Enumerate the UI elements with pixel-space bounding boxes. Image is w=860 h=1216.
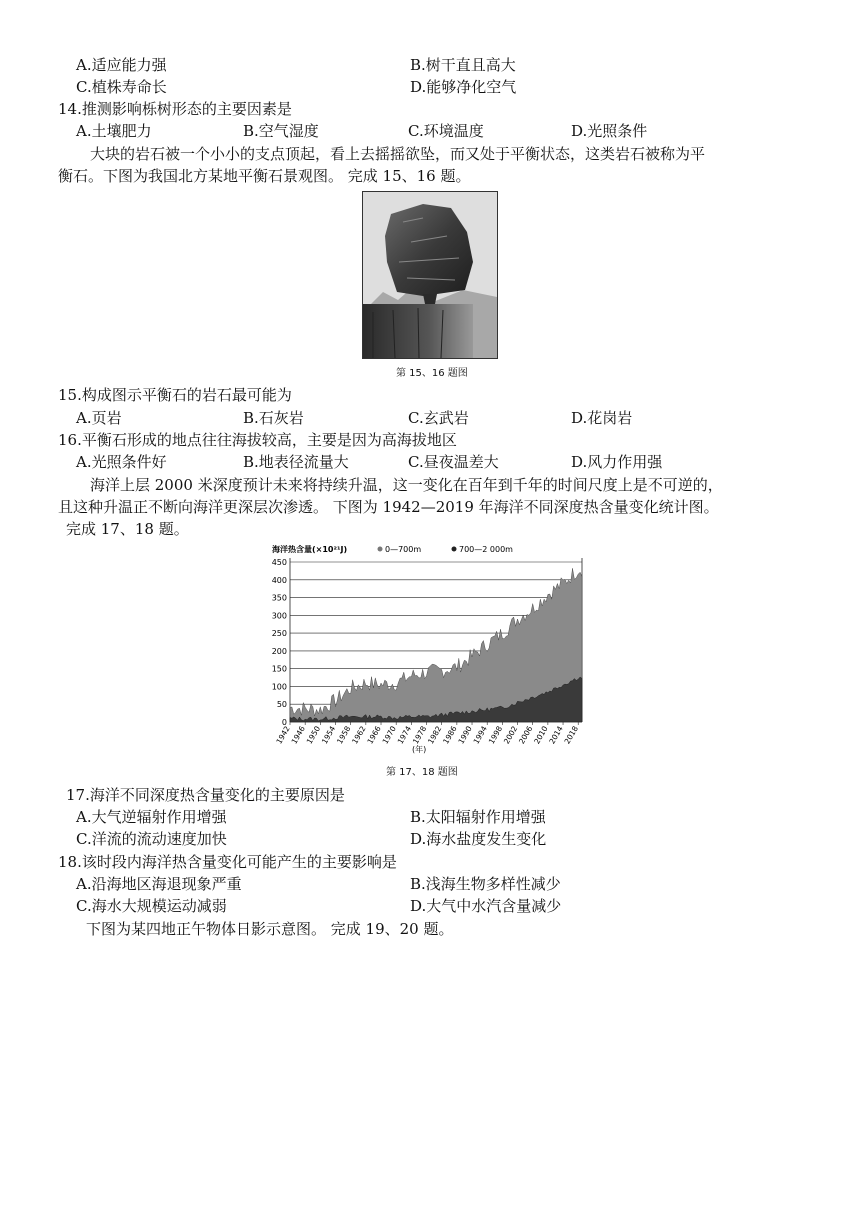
y-tick-label: 400	[271, 575, 287, 585]
option-a: A.沿海地区海退现象严重	[76, 875, 242, 893]
legend-label: 0—700m	[385, 545, 422, 554]
passage-line: 且这种升温正不断向海洋更深层次渗透。 下图为 1942—2019 年海洋不同深度热含量变化统计图。	[58, 498, 719, 516]
option-b: B.浅海生物多样性减少	[410, 875, 561, 893]
passage-line: 海洋上层 2000 米深度预计未来将持续升温，这一变化在百年到千年的时间尺度上是不可逆的，	[90, 476, 723, 494]
figure-caption: 第 17、18 题图	[386, 767, 458, 778]
x-axis-label: (年)	[412, 745, 427, 754]
option-d: D.海水盐度发生变化	[410, 830, 547, 848]
ocean-heat-chart	[262, 542, 592, 757]
y-tick-label: 100	[271, 682, 287, 692]
option-d: D.光照条件	[571, 122, 648, 140]
y-tick-label: 50	[276, 700, 287, 710]
x-tick-label: 1946	[289, 724, 307, 746]
question-16-stem: 16.平衡石形成的地点往往海拔较高，主要是因为高海拔地区	[58, 431, 457, 449]
legend-marker	[452, 547, 457, 552]
option-d: D.风力作用强	[571, 453, 663, 471]
x-tick-label: 1962	[350, 724, 368, 746]
y-tick-label: 200	[271, 646, 287, 656]
question-14-stem: 14.推测影响栎树形态的主要因素是	[58, 100, 292, 118]
y-tick-label: 300	[271, 611, 287, 621]
x-tick-label: 2010	[532, 724, 550, 746]
y-tick-label: 0	[281, 718, 287, 727]
balanced-rock-photo	[362, 191, 498, 359]
option-c: C.植株寿命长	[76, 78, 167, 96]
option-c: C.洋流的流动速度加快	[76, 830, 227, 848]
x-tick-label: 1986	[441, 724, 459, 746]
option-a: A.适应能力强	[76, 56, 167, 74]
option-d: D.花岗岩	[571, 409, 633, 427]
question-15-stem: 15.构成图示平衡石的岩石最可能为	[58, 386, 292, 404]
figure-caption: 第 15、16 题图	[396, 368, 468, 379]
question-18-stem: 18.该时段内海洋热含量变化可能产生的主要影响是	[58, 853, 397, 871]
x-tick-label: 1966	[365, 724, 383, 746]
option-c: C.昼夜温差大	[408, 453, 499, 471]
question-17-stem: 17.海洋不同深度热含量变化的主要原因是	[66, 786, 345, 804]
legend-label: 700—2 000m	[459, 545, 513, 554]
option-b: B.石灰岩	[243, 409, 304, 427]
option-a: A.光照条件好	[76, 453, 167, 471]
x-tick-label: 2018	[562, 724, 580, 746]
y-tick-label: 150	[271, 664, 287, 674]
passage-line: 完成 17、18 题。	[66, 520, 189, 538]
y-tick-label: 350	[271, 593, 287, 603]
option-a: A.大气逆辐射作用增强	[76, 808, 227, 826]
x-tick-label: 1954	[319, 724, 338, 746]
option-c: C.环境温度	[408, 122, 484, 140]
option-c: C.海水大规模运动减弱	[76, 897, 227, 915]
option-c: C.玄武岩	[408, 409, 469, 427]
x-tick-label: 1998	[486, 724, 505, 746]
y-tick-label: 250	[271, 629, 287, 639]
option-d: D.大气中水汽含量减少	[410, 897, 562, 915]
x-tick-label: 1982	[426, 724, 444, 746]
option-b: B.太阳辐射作用增强	[410, 808, 546, 826]
option-a: A.土壤肥力	[76, 122, 152, 140]
option-a: A.页岩	[76, 409, 122, 427]
x-tick-label: 1950	[304, 724, 323, 746]
x-tick-label: 2006	[517, 724, 535, 746]
x-tick-label: 1978	[410, 724, 429, 746]
x-tick-label: 1994	[471, 724, 489, 746]
x-tick-label: 2002	[501, 724, 520, 746]
option-d: D.能够净化空气	[410, 78, 517, 96]
y-tick-label: 450	[271, 558, 287, 567]
legend-marker	[378, 547, 383, 552]
x-tick-label: 1974	[395, 724, 414, 746]
option-b: B.地表径流量大	[243, 453, 349, 471]
x-tick-label: 1958	[335, 724, 353, 746]
x-tick-label: 1990	[456, 724, 474, 746]
passage-line: 下图为某四地正午物体日影示意图。 完成 19、20 题。	[86, 920, 454, 938]
balanced-rock-illustration	[363, 192, 497, 358]
option-b: B.树干直且高大	[410, 56, 516, 74]
x-tick-label: 1970	[380, 724, 398, 746]
passage-line: 衡石。下图为我国北方某地平衡石景观图。 完成 15、16 题。	[58, 167, 471, 185]
chart-title: 海洋热含量(×10²¹J)	[272, 545, 348, 554]
option-b: B.空气湿度	[243, 122, 319, 140]
x-tick-label: 1942	[274, 724, 292, 746]
x-tick-label: 2014	[547, 724, 565, 746]
passage-line: 大块的岩石被一个小小的支点顶起，看上去摇摇欲坠，而又处于平衡状态，这类岩石被称为平	[90, 145, 706, 163]
